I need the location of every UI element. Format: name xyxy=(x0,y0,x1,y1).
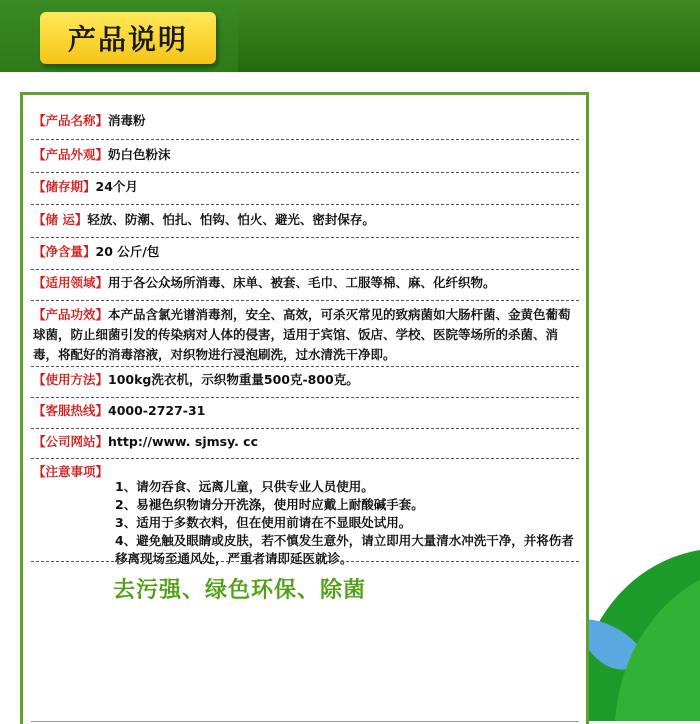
row-label: 【客服热线】 xyxy=(33,403,109,418)
notes-list xyxy=(115,478,585,568)
row-product-name xyxy=(33,111,576,131)
website-link[interactable]: http://www. sjmsy. cc xyxy=(108,434,258,449)
divider xyxy=(31,397,579,398)
note-item: 2、易褪色织物请分开洗涤，使用时应戴上耐酸碱手套。 xyxy=(115,497,424,512)
row-label: 【产品外观】 xyxy=(33,147,109,162)
row-value: 4000-2727-31 xyxy=(108,403,206,418)
divider xyxy=(31,172,579,173)
header-title-box xyxy=(40,12,216,64)
notes-label: 【注意事项】 xyxy=(33,464,109,479)
row-label: 【净含量】 xyxy=(33,244,96,259)
row-value: 消毒粉 xyxy=(108,113,146,128)
divider xyxy=(31,458,579,459)
row-value: 用于各公众场所消毒、床单、被套、毛巾、工服等棉、麻、化纤织物。 xyxy=(108,275,496,290)
note-item: 1、请勿吞食、远离儿童，只供专业人员使用。 xyxy=(115,479,374,494)
row-net-content xyxy=(33,242,576,262)
row-label: 【储存期】 xyxy=(33,179,96,194)
row-label: 【适用领域】 xyxy=(33,275,109,290)
row-website xyxy=(33,432,576,452)
divider xyxy=(31,204,579,205)
row-value: 100kg洗衣机，示织物重量500克-800克。 xyxy=(108,372,359,387)
row-label: 【公司网站】 xyxy=(33,434,109,449)
row-value: 奶白色粉沫 xyxy=(108,147,171,162)
divider xyxy=(31,561,579,562)
divider xyxy=(31,269,579,270)
divider xyxy=(31,237,579,238)
row-value: 20 公斤/包 xyxy=(95,244,160,259)
row-hotline xyxy=(33,401,576,421)
row-application xyxy=(33,273,576,293)
row-label: 【产品功效】 xyxy=(33,307,109,322)
row-value: 轻放、防潮、怕扎、怕钩、怕火、避光、密封保存。 xyxy=(87,212,375,227)
divider xyxy=(31,139,579,140)
row-label: 【储 运】 xyxy=(33,212,88,227)
row-usage xyxy=(33,370,576,390)
bottom-rule xyxy=(31,721,579,722)
divider xyxy=(31,300,579,301)
note-item: 3、适用于多数衣料，但在使用前请在不显眼处试用。 xyxy=(115,515,412,530)
row-label: 【产品名称】 xyxy=(33,113,109,128)
row-efficacy xyxy=(33,305,576,365)
row-value: 24个月 xyxy=(95,179,138,194)
divider xyxy=(31,366,579,367)
content-frame xyxy=(20,92,589,724)
slogan: 去污强、绿色环保、除菌 xyxy=(113,578,367,603)
row-shelf-life xyxy=(33,177,576,197)
row-storage xyxy=(33,210,576,230)
row-label: 【使用方法】 xyxy=(33,372,109,387)
row-appearance xyxy=(33,145,576,165)
note-item: 4、避免触及眼睛或皮肤，若不慎发生意外，请立即用大量清水冲洗干净，并将伤者移离现场至通风处，严重者请即延医就诊。 xyxy=(115,533,574,566)
divider xyxy=(31,428,579,429)
page-title: 产品说明 xyxy=(67,23,188,56)
row-value: 本产品含氯光谱消毒剂，安全、高效，可杀灭常见的致病菌如大肠杆菌、金黄色葡萄球菌，防止细菌引发的传染病对人体的侵害，适用于宾馆、饭店、学校、医院等场所的杀菌、消毒，将配好的消毒溶液，对织物进行浸泡刷洗，过水清洗干净即。 xyxy=(33,307,571,362)
